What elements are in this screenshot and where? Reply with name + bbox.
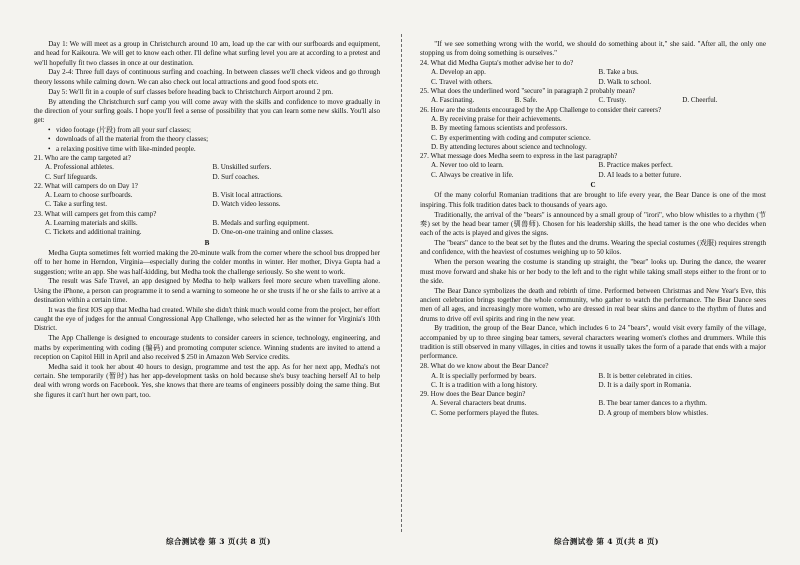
option: C. Tickets and additional training. <box>45 228 142 237</box>
option: D. Cheerful. <box>682 96 718 105</box>
option: D. Walk to school. <box>598 77 652 86</box>
list-item: • downloads of all the material from the theory classes; <box>56 135 380 144</box>
question-24 <box>420 59 766 87</box>
b-paragraph-4: The App Challenge is designed to encourage students to consider careers in science, technology, engineering, and maths by experimenting with coding (编码) and promoting computer science. Winning students are invited to attend a reception on Capitol Hill in April and also received $ 250 in Amazon Web Service credits. <box>34 334 380 361</box>
option: A. By receiving praise for their achievements. <box>431 114 562 123</box>
question-text: 29. How does the Bear Dance begin? <box>420 390 526 399</box>
right-page <box>420 40 766 418</box>
quote-paragraph: "If we see something wrong with the world, we should do something about it," she said. "After all, the only one stopping us from doing something is ourselves." <box>420 40 766 58</box>
list-item: • a relaxing positive time with like-minded people. <box>56 145 380 154</box>
b-paragraph-5: Medha said it took her about 40 hours to design, programme and test the app. As for her next app, Medha's not certain. She temporarily (暂时) has her app-development tasks on hold because she's busy teaching herself AI to help deal with wrong words on Facebook. Yes, she knows that there are teams of engineers possibly doing the same thing. But she figures it can't hurt her own part, too. <box>34 362 380 399</box>
question-25 <box>420 87 766 106</box>
benefits-list <box>34 126 380 154</box>
option: B. Unskilled surfers. <box>212 163 272 172</box>
question-text: 24. What did Medha Gupta's mother advise her to do? <box>420 59 574 68</box>
list-item: • video footage (片段) from all your surf classes; <box>56 126 380 135</box>
section-b-heading: B <box>204 238 210 247</box>
question-27 <box>420 152 766 180</box>
option: C. Travel with others. <box>431 77 493 86</box>
option: A. It is specially performed by bears. <box>431 371 537 380</box>
question-text: 27. What message does Medha seem to express in the last paragraph? <box>420 152 618 161</box>
question-text: 23. What will campers get from this camp? <box>34 209 157 218</box>
option: C. Take a surfing test. <box>45 200 108 209</box>
c-paragraph-1: Of the many colorful Romanian traditions that are brought to life every year, the Bear Dance is one of the most inspiring. This folk tradition dates back to thousands of years ago. <box>420 191 766 209</box>
option: B. Take a bus. <box>598 68 639 77</box>
option: D. A group of members blow whistles. <box>598 408 709 417</box>
question-text: 28. What do we know about the Bear Dance? <box>420 362 549 371</box>
option: A. Learn to choose surfboards. <box>45 191 133 200</box>
day5-paragraph: Day 5: We'll fit in a couple of surf classes before heading back to Christchurch Airport around 2 pm. <box>48 87 334 96</box>
option: B. It is better celebrated in cities. <box>598 371 693 380</box>
option: C. By experimenting with coding and computer science. <box>431 133 591 142</box>
option: C. Trusty. <box>598 96 627 105</box>
option: D. One-on-one training and online classes. <box>212 228 334 237</box>
option: A. Professional athletes. <box>45 163 114 172</box>
option: D. AI leads to a better future. <box>598 170 682 179</box>
c-paragraph-2: Traditionally, the arrival of the "bears" is announced by a small group of "irori", who blow whistles to a rhythm (节奏) set by the head bear tamer (驯兽师). Chosen for his leadership skills, the head tamer is the one who decides when each of the acts is played and gives the signs. <box>420 210 766 238</box>
question-21 <box>34 154 380 182</box>
option: B. The bear tamer dances to a rhythm. <box>598 399 707 408</box>
option: B. Visit local attractions. <box>212 191 283 200</box>
page-footer-left: 综合测试卷 第 3 页(共 8 页) <box>166 537 271 546</box>
question-text: 22. What will campers do on Day 1? <box>34 181 138 190</box>
page-footer-right: 综合测试卷 第 4 页(共 8 页) <box>554 537 659 546</box>
option: A. Fascinating. <box>431 96 475 105</box>
b-paragraph-2: The result was Safe Travel, an app designed by Medha to help walkers feel more secure when travelling alone. Using the iPhone, a person can programme it to send a warning to someone he or she trusts if he or she fails to arrive at a destination within a certain time. <box>34 277 380 304</box>
option: B. Practice makes perfect. <box>598 161 673 170</box>
question-26 <box>420 106 766 152</box>
option: A. Never too old to learn. <box>431 161 504 170</box>
question-text: 21. Who are the camp targeted at? <box>34 153 131 162</box>
option: A. Learning materials and skills. <box>45 219 138 228</box>
question-28 <box>420 362 766 390</box>
day24-paragraph: Day 2-4: Three full days of continuous surfing and coaching. In between classes we'll check videos and go through theory lessons while calming down. We can also check out local attractions and good food spots etc. <box>34 68 380 86</box>
option: C. Surf lifeguards. <box>45 172 98 181</box>
option: C. It is a tradition with a long history. <box>431 380 538 389</box>
b-paragraph-3: It was the first IOS app that Medha had created. While she didn't think much would come from the project, her effort caught the eye of judges for the annual Congressional App Challenge, who selected her as the winner for Virginia's 10th District. <box>34 305 380 333</box>
option: A. Develop an app. <box>431 68 486 77</box>
option: D. It is a daily sport in Romania. <box>598 380 692 389</box>
c-paragraph-6: By tradition, the group of the Bear Dance, which includes 6 to 24 "bears", would visit every family of the village, accompanied by up to three singing bear tamers, several characters wearing women's clothes and drummers. While this tradition is still observed in many villages, in cities and towns it usually takes the form of a parade that ends with a major performance. <box>420 324 766 361</box>
option: D. Surf coaches. <box>212 172 260 181</box>
option: D. Watch video lessons. <box>212 200 281 209</box>
c-paragraph-3: The "bears" dance to the beat set by the flutes and the drums. Wearing the special costumes (戏服) requires strength and confidence, with the heaviest of costumes weighing up to 50 kilos. <box>420 239 766 257</box>
option: C. Always be creative in life. <box>431 170 514 179</box>
section-c-heading: C <box>590 181 596 190</box>
question-23 <box>34 210 380 238</box>
b-paragraph-1: Medha Gupta sometimes felt worried making the 20-minute walk from the corner where the school bus dropped her off to her home in Herndon, Virginia—especially during the colder months in winter. Her mother, Divya Gupta had a suggestion; write an app. She was half-kidding, but Medha took the challenge seriously. So she went to work. <box>34 248 380 276</box>
option: B. By meeting famous scientists and professors. <box>431 124 568 133</box>
question-29 <box>420 390 766 418</box>
page-divider <box>401 34 402 532</box>
attend-paragraph: By attending the Christchurch surf camp you will come away with the skills and confidence to move gradually in the direction of your surfing goals. I hope you'll feel a sense of possibility that you can learn some new skills. You'll also get: <box>34 97 380 125</box>
option: B. Medals and surfing equipment. <box>212 219 310 228</box>
left-page <box>34 40 380 401</box>
question-22 <box>34 182 380 210</box>
option: A. Several characters beat drums. <box>431 399 527 408</box>
option: C. Some performers played the flutes. <box>431 408 539 417</box>
c-paragraph-4: When the person wearing the costume is standing up straight, the "bear" looks up. During the dance, the wearer must move forward and shake his or her body to the left and to the right while taking small steps either to the front or to the side. <box>420 258 766 285</box>
day1-paragraph: Day 1: We will meet as a group in Christchurch around 10 am, load up the car with our surfboards and equipment, and head for Kaikoura. We will get to know each other. I'll define what surfing level you are at according to a pretest and we'll hopefully fit two classes in once at our destination. <box>34 40 380 67</box>
question-text: 25. What does the underlined word "secure" in paragraph 2 probably mean? <box>420 87 636 96</box>
option: B. Safe. <box>514 96 538 105</box>
c-paragraph-5: The Bear Dance symbolizes the death and rebirth of time. Performed between Christmas and New Year's Eve, this ancient celebration brings together the whole community, who gather to watch the performance. The Bear Dance sees men of all ages, and increasingly more women, who are dressed in real bear skins and dance to the rhythm of flutes and drums to drive off evil spirits and ring in the new year. <box>420 286 766 323</box>
question-text: 26. How are the students encouraged by the App Challenge to consider their careers? <box>420 105 662 114</box>
option: D. By attending lectures about science and technology. <box>431 142 587 151</box>
